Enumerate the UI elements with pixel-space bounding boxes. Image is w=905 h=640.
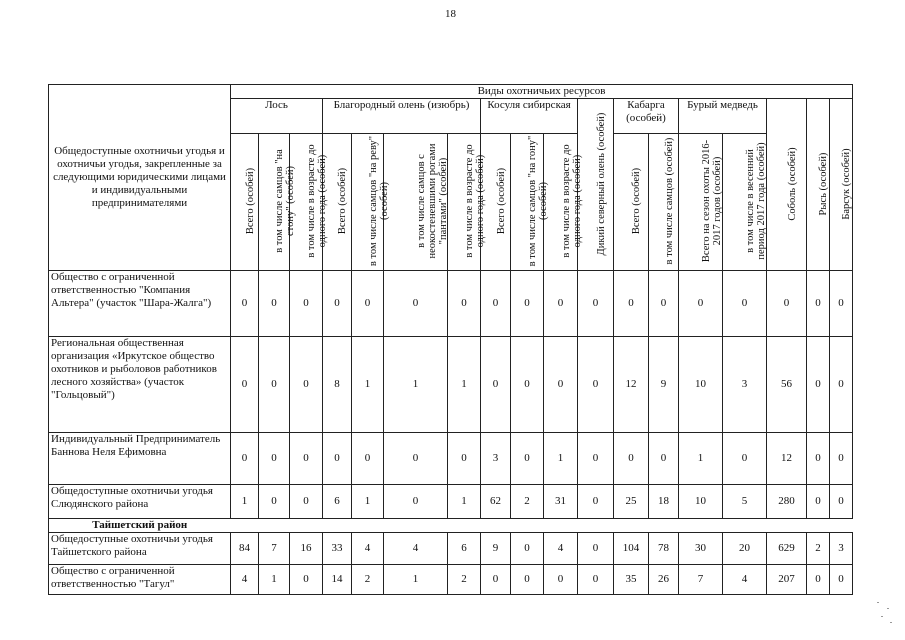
value-cell: 0: [384, 433, 448, 485]
value-cell: 0: [807, 337, 830, 433]
value-cell: 0: [259, 485, 290, 519]
col-roe-young: в том числе в возрасте до одного года (особей): [544, 134, 578, 271]
col-musk-total: Всего (особей): [614, 134, 649, 271]
value-cell: 0: [290, 337, 323, 433]
value-cell: 3: [481, 433, 511, 485]
value-cell: 0: [544, 565, 578, 595]
scan-marks: [875, 598, 895, 628]
resources-title: Виды охотничьих ресурсов: [231, 85, 853, 99]
col-moose-total: Всего (особей): [231, 134, 259, 271]
value-cell: 0: [578, 271, 614, 337]
value-cell: 0: [231, 337, 259, 433]
col-deer-total: Всего (особей): [323, 134, 352, 271]
value-cell: 0: [481, 337, 511, 433]
value-cell: 14: [323, 565, 352, 595]
value-cell: 0: [807, 565, 830, 595]
value-cell: 0: [259, 337, 290, 433]
value-cell: 1: [231, 485, 259, 519]
value-cell: 0: [352, 271, 384, 337]
org-name: Региональная общественная организация «Иркутское общество охотников и рыболовов работников лесного хозяйства» (участок "Гольцовый"): [49, 337, 231, 433]
value-cell: 207: [767, 565, 807, 595]
table-row: [49, 337, 853, 433]
value-cell: 10: [679, 485, 723, 519]
value-cell: 0: [807, 485, 830, 519]
table-row: [49, 565, 853, 595]
hunting-resources-table: [48, 84, 853, 595]
value-cell: 0: [723, 271, 767, 337]
value-cell: 0: [231, 433, 259, 485]
value-cell: 62: [481, 485, 511, 519]
value-cell: 16: [290, 533, 323, 565]
value-cell: 1: [384, 565, 448, 595]
col-reindeer: Дикий северный олень (особей): [578, 99, 614, 271]
value-cell: 3: [723, 337, 767, 433]
group-red-deer: Благородный олень (изюбрь): [323, 99, 481, 134]
value-cell: 280: [767, 485, 807, 519]
value-cell: 1: [679, 433, 723, 485]
col-deer-males: в том числе самцов "на реву" (особей): [352, 134, 384, 271]
value-cell: 31: [544, 485, 578, 519]
value-cell: 7: [259, 533, 290, 565]
col-bear-season: Всего на сезон охоты 2016-2017 годов (особей): [679, 134, 723, 271]
value-cell: 0: [323, 433, 352, 485]
value-cell: 104: [614, 533, 649, 565]
value-cell: 0: [649, 271, 679, 337]
value-cell: 7: [679, 565, 723, 595]
table-row: [49, 485, 853, 519]
value-cell: 0: [544, 337, 578, 433]
org-name: Общество с ограниченной ответственностью "Тагул": [49, 565, 231, 595]
org-name: Общедоступные охотничьи угодья Слюдянского района: [49, 485, 231, 519]
value-cell: 4: [384, 533, 448, 565]
value-cell: 0: [649, 433, 679, 485]
value-cell: 33: [323, 533, 352, 565]
value-cell: 0: [830, 337, 853, 433]
value-cell: 0: [448, 271, 481, 337]
value-cell: 1: [544, 433, 578, 485]
value-cell: 0: [323, 271, 352, 337]
col-musk-males: в том числе самцов (особей): [649, 134, 679, 271]
value-cell: 0: [290, 565, 323, 595]
org-name: Общедоступные охотничьи угодья Тайшетского района: [49, 533, 231, 565]
value-cell: 1: [448, 485, 481, 519]
value-cell: 1: [384, 337, 448, 433]
col-roe-total: Всего (особей): [481, 134, 511, 271]
value-cell: 12: [614, 337, 649, 433]
table-row: [49, 271, 853, 337]
value-cell: 0: [544, 271, 578, 337]
table-row: [49, 533, 853, 565]
value-cell: 0: [511, 533, 544, 565]
value-cell: 9: [649, 337, 679, 433]
value-cell: 0: [807, 271, 830, 337]
value-cell: 0: [352, 433, 384, 485]
value-cell: 0: [511, 433, 544, 485]
value-cell: 25: [614, 485, 649, 519]
value-cell: 0: [290, 433, 323, 485]
value-cell: 4: [352, 533, 384, 565]
value-cell: 0: [679, 271, 723, 337]
col-roe-males: в том числе самцов "на гону" (особей): [511, 134, 544, 271]
value-cell: 0: [830, 433, 853, 485]
value-cell: 0: [578, 565, 614, 595]
value-cell: 3: [830, 533, 853, 565]
value-cell: 2: [352, 565, 384, 595]
value-cell: 0: [830, 485, 853, 519]
value-cell: 0: [614, 433, 649, 485]
value-cell: 4: [231, 565, 259, 595]
col-lynx: Рысь (особей): [807, 99, 830, 271]
row-header: Общедоступные охотничьи угодья и охотничьи угодья, закрепленные за следующими юридическими лицами и индивидуальными предпринимателями: [49, 85, 231, 271]
value-cell: 0: [481, 565, 511, 595]
value-cell: 84: [231, 533, 259, 565]
value-cell: 0: [578, 485, 614, 519]
value-cell: 1: [352, 337, 384, 433]
value-cell: 0: [384, 271, 448, 337]
value-cell: 0: [259, 271, 290, 337]
value-cell: 0: [511, 337, 544, 433]
value-cell: 12: [767, 433, 807, 485]
value-cell: 6: [323, 485, 352, 519]
value-cell: 0: [614, 271, 649, 337]
table-row: [49, 433, 853, 485]
value-cell: 4: [723, 565, 767, 595]
value-cell: 8: [323, 337, 352, 433]
group-roe-deer: Косуля сибирская: [481, 99, 578, 134]
value-cell: 78: [649, 533, 679, 565]
col-deer-young: в том числе в возрасте до одного года (особей): [448, 134, 481, 271]
value-cell: 2: [448, 565, 481, 595]
group-musk-deer: Кабарга (особей): [614, 99, 679, 134]
value-cell: 30: [679, 533, 723, 565]
col-badger: Барсук (особей): [830, 99, 853, 271]
value-cell: 0: [578, 433, 614, 485]
col-bear-spring: в том числе в весенний период 2017 года (особей): [723, 134, 767, 271]
value-cell: 0: [511, 565, 544, 595]
value-cell: 10: [679, 337, 723, 433]
value-cell: 629: [767, 533, 807, 565]
value-cell: 20: [723, 533, 767, 565]
value-cell: 9: [481, 533, 511, 565]
value-cell: 0: [231, 271, 259, 337]
org-name: Общество с ограниченной ответственностью "Компания Альтера" (участок "Шара-Жалга"): [49, 271, 231, 337]
value-cell: 0: [723, 433, 767, 485]
value-cell: 26: [649, 565, 679, 595]
value-cell: 2: [511, 485, 544, 519]
value-cell: 2: [807, 533, 830, 565]
value-cell: 0: [767, 271, 807, 337]
value-cell: 4: [544, 533, 578, 565]
group-moose: Лось: [231, 99, 323, 134]
value-cell: 0: [830, 271, 853, 337]
value-cell: 56: [767, 337, 807, 433]
district-row: [49, 519, 853, 533]
value-cell: 0: [290, 271, 323, 337]
value-cell: 0: [384, 485, 448, 519]
value-cell: 18: [649, 485, 679, 519]
value-cell: 0: [448, 433, 481, 485]
value-cell: 0: [481, 271, 511, 337]
col-moose-males: в том числе самцов "на стону" (особей): [259, 134, 290, 271]
col-moose-young: в том числе в возрасте до одного года (особей): [290, 134, 323, 271]
value-cell: 35: [614, 565, 649, 595]
col-sable: Соболь (особей): [767, 99, 807, 271]
col-deer-antlers: в том числе самцов с неокостеневшими рогами "пантами" (особей): [384, 134, 448, 271]
value-cell: 0: [578, 337, 614, 433]
value-cell: 1: [352, 485, 384, 519]
value-cell: 0: [578, 533, 614, 565]
org-name: Индивидуальный Предприниматель Баннова Неля Ефимовна: [49, 433, 231, 485]
page-number: 18: [445, 8, 456, 20]
value-cell: 5: [723, 485, 767, 519]
value-cell: 0: [259, 433, 290, 485]
group-bear: Бурый медведь: [679, 99, 767, 134]
value-cell: 0: [807, 433, 830, 485]
district-name: Тайшетский район: [49, 519, 231, 533]
value-cell: 0: [830, 565, 853, 595]
value-cell: 0: [290, 485, 323, 519]
value-cell: 1: [448, 337, 481, 433]
value-cell: 0: [511, 271, 544, 337]
value-cell: 6: [448, 533, 481, 565]
value-cell: 1: [259, 565, 290, 595]
